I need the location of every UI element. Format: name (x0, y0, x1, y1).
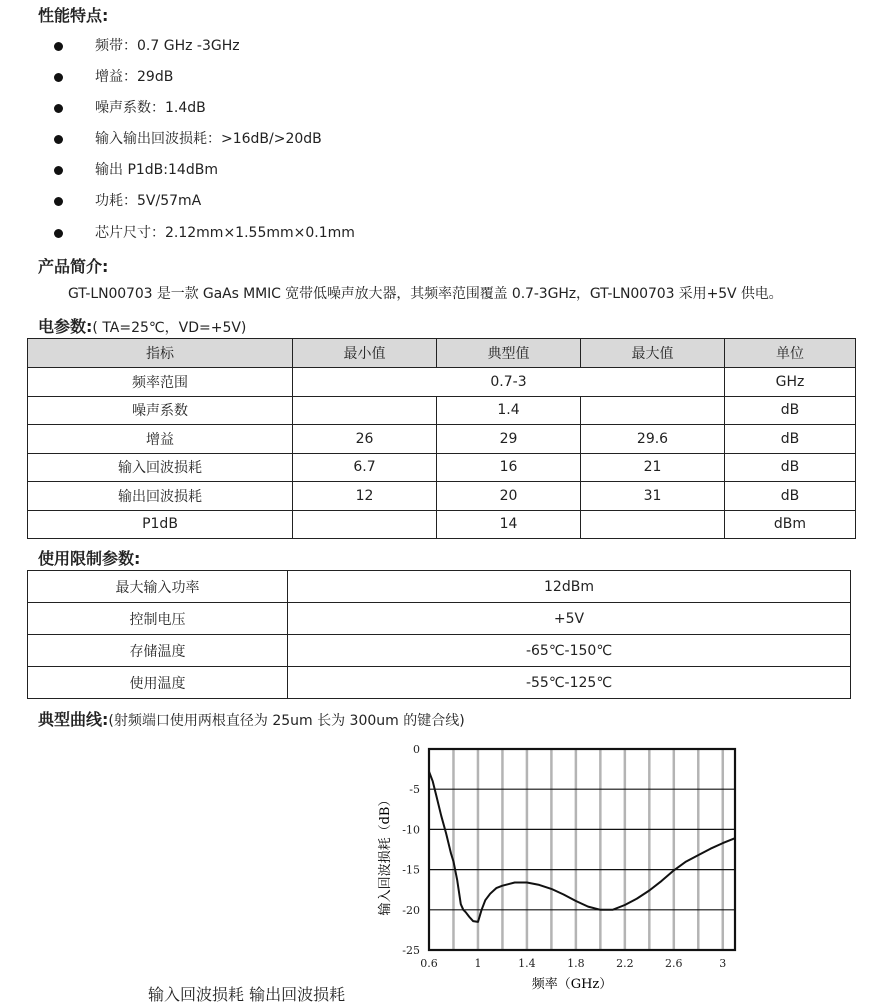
cell-value: -55℃-125℃ (288, 667, 851, 699)
cell-value: 12dBm (288, 571, 851, 603)
y-tick-label: -25 (402, 944, 420, 957)
table-row (28, 510, 856, 539)
cell-unit: dB (725, 425, 856, 454)
feature-item: 频带：0.7 GHz -3GHz (95, 38, 240, 54)
table-row (28, 425, 856, 454)
bullet-icon (54, 42, 63, 51)
table-row (28, 667, 851, 699)
limits-heading: 使用限制参数: (38, 549, 141, 568)
cell-unit: dBm (725, 510, 856, 539)
cell-max: 21 (581, 453, 725, 482)
x-tick-label: 0.6 (420, 957, 438, 970)
cell-max (581, 510, 725, 539)
electrical-table (27, 338, 856, 539)
feature-item: 芯片尺寸：2.12mm×1.55mm×0.1mm (95, 225, 355, 241)
y-tick-label: -20 (402, 903, 420, 917)
table-row (28, 482, 856, 511)
cell-range: 0.7-3 (293, 368, 725, 397)
feature-item: 噪声系数：1.4dB (95, 100, 206, 116)
cell-typ: 14 (437, 510, 581, 539)
cell-value: -65℃-150℃ (288, 635, 851, 667)
cell-typ: 20 (437, 482, 581, 511)
col-header-typ: 典型值 (437, 339, 581, 368)
intro-heading: 产品简介: (38, 257, 109, 276)
cell-min: 6.7 (293, 453, 437, 482)
y-tick-label: 0 (413, 743, 420, 756)
electrical-condition: ( TA=25℃，VD=+5V) (92, 320, 247, 336)
col-header-parameter: 指标 (28, 339, 293, 368)
y-tick-label: -10 (402, 823, 420, 837)
bullet-icon (54, 197, 63, 206)
limits-table (27, 570, 851, 699)
x-tick-label: 1.4 (518, 957, 536, 970)
bullet-icon (54, 166, 63, 175)
cell-min: 12 (293, 482, 437, 511)
x-axis-label: 频率（GHz） (531, 977, 613, 992)
bullet-icon (54, 229, 63, 238)
cell-parameter: 频率范围 (28, 368, 293, 397)
x-tick-label: 1 (474, 957, 482, 970)
chart-captions: 输入回波损耗 输出回波损耗 (148, 985, 346, 1004)
x-tick-label: 3 (719, 957, 727, 970)
x-tick-label: 2.2 (616, 957, 634, 970)
cell-min: 26 (293, 425, 437, 454)
col-header-max: 最大值 (581, 339, 725, 368)
bullet-icon (54, 73, 63, 82)
col-header-unit: 单位 (725, 339, 856, 368)
table-row (28, 603, 851, 635)
cell-unit: dB (725, 453, 856, 482)
cell-unit: GHz (725, 368, 856, 397)
cell-parameter: 输入回波损耗 (28, 453, 293, 482)
table-row (28, 635, 851, 667)
curves-heading (38, 707, 465, 730)
cell-min (293, 510, 437, 539)
feature-item: 功耗：5V/57mA (95, 193, 202, 209)
plot-frame (429, 749, 735, 950)
table-row (28, 368, 856, 397)
cell-parameter: P1dB (28, 510, 293, 539)
cell-value: +5V (288, 603, 851, 635)
cell-max: 29.6 (581, 425, 725, 454)
cell-unit: dB (725, 482, 856, 511)
electrical-heading-title: 电参数: (38, 317, 93, 336)
x-tick-label: 2.6 (665, 957, 683, 970)
cell-name: 控制电压 (28, 603, 288, 635)
curves-note: (射频端口使用两根直径为 25um 长为 300um 的键合线) (108, 713, 465, 729)
y-tick-label: -5 (409, 783, 420, 797)
cell-max: 31 (581, 482, 725, 511)
feature-item: 输入输出回波损耗：>16dB/>20dB (95, 131, 322, 147)
bullet-icon (54, 104, 63, 113)
cell-name: 使用温度 (28, 667, 288, 699)
feature-item: 增益：29dB (95, 69, 174, 85)
return-loss-chart (360, 738, 760, 998)
cell-name: 最大输入功率 (28, 571, 288, 603)
cell-parameter: 噪声系数 (28, 396, 293, 425)
cell-typ: 16 (437, 453, 581, 482)
feature-item: 输出 P1dB:14dBm (95, 162, 218, 178)
intro-text: GT-LN00703 是一款 GaAs MMIC 宽带低噪声放大器，其频率范围覆盖 0.7-3GHz，GT-LN00703 采用+5V 供电。 (68, 286, 783, 302)
cell-name: 存储温度 (28, 635, 288, 667)
cell-min (293, 396, 437, 425)
cell-typ: 1.4 (437, 396, 581, 425)
curves-heading-title: 典型曲线: (38, 710, 109, 729)
y-axis-label: 输入回波损耗（dB） (378, 793, 393, 916)
features-heading: 性能特点: (38, 6, 109, 25)
col-header-min: 最小值 (293, 339, 437, 368)
series-line (429, 772, 735, 922)
cell-parameter: 输出回波损耗 (28, 482, 293, 511)
cell-max (581, 396, 725, 425)
electrical-table-header (28, 339, 856, 368)
cell-parameter: 增益 (28, 425, 293, 454)
table-row (28, 571, 851, 603)
y-tick-label: -15 (402, 863, 420, 877)
x-tick-label: 1.8 (567, 957, 585, 970)
table-row (28, 396, 856, 425)
table-row (28, 453, 856, 482)
cell-unit: dB (725, 396, 856, 425)
electrical-heading (38, 314, 246, 337)
bullet-icon (54, 135, 63, 144)
cell-typ: 29 (437, 425, 581, 454)
